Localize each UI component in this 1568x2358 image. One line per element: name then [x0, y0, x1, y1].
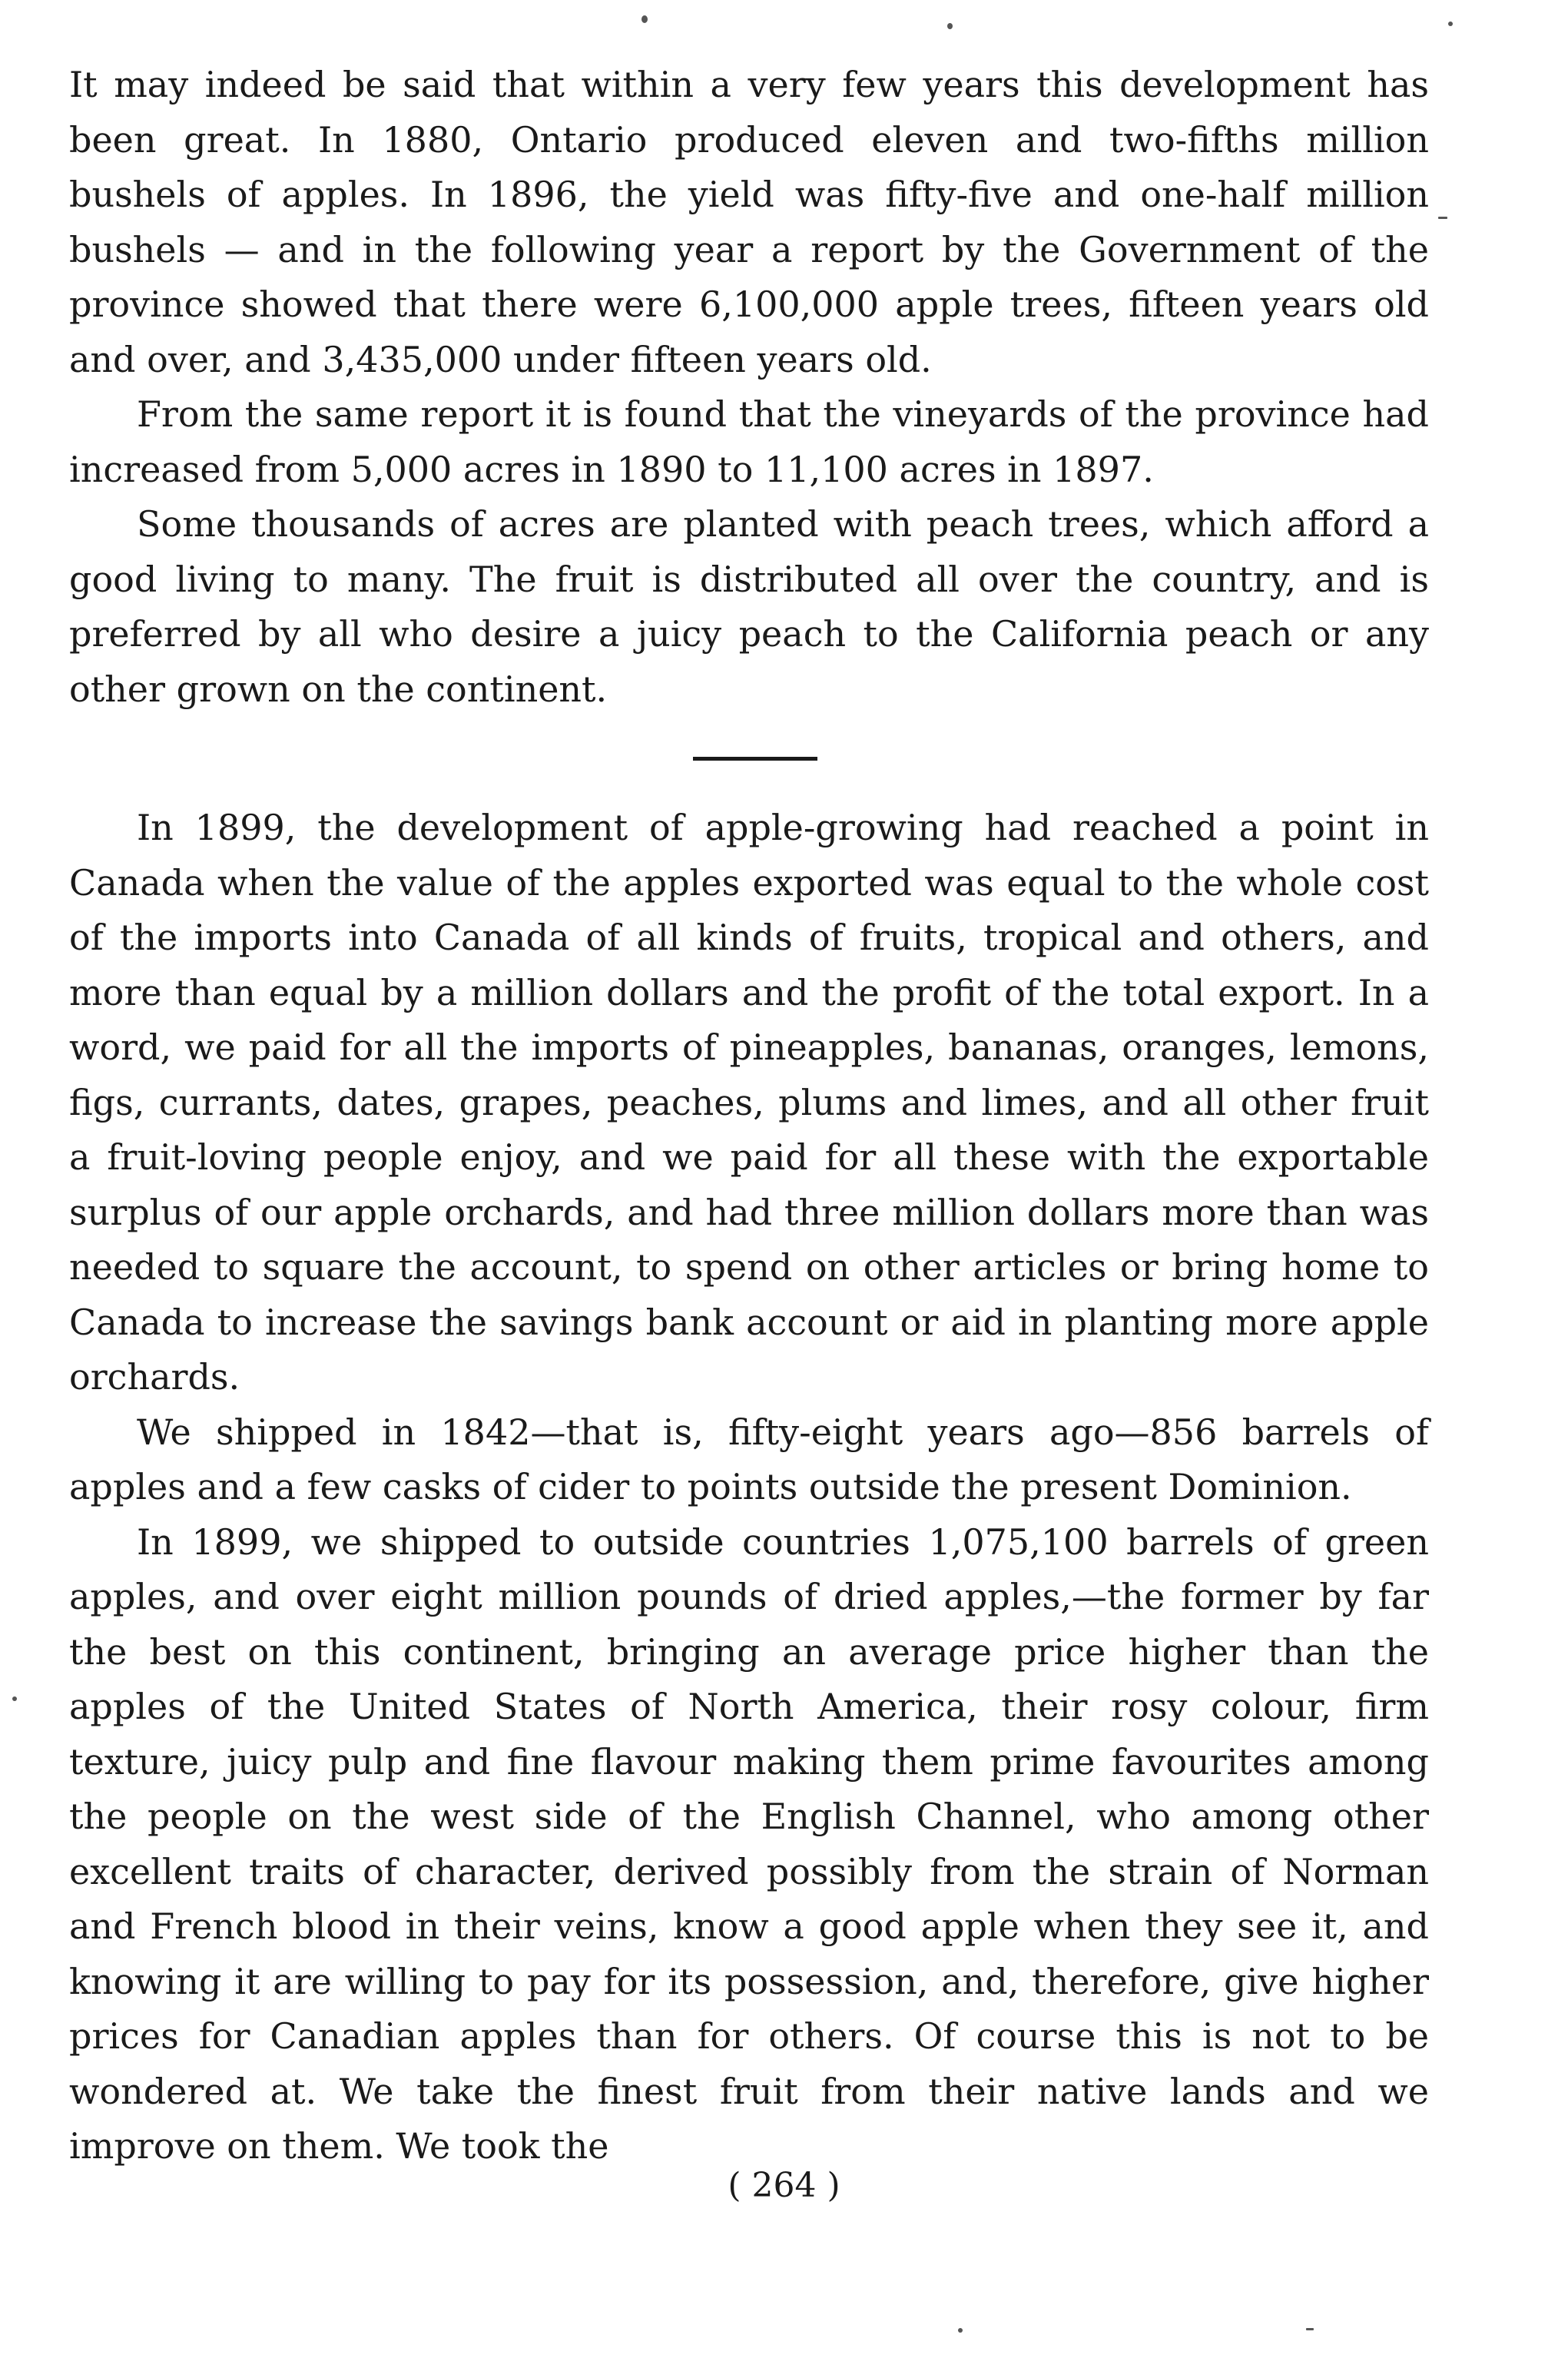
- paragraph-vineyards: From the same report it is found that the vineyards of the province had increased from 5,000 acres in 1890 to 11,100 acres in 1897.: [69, 393, 1429, 490]
- paragraph-peach-trees: Some thousands of acres are planted with peach trees, which afford a good living to many. The fruit is distributed all over the country, and is preferred by all who desire a juicy peach to the California peach or any other grown on the continent.: [69, 503, 1429, 710]
- scan-speck: [958, 2328, 963, 2333]
- paragraph-shipments-1842: We shipped in 1842—that is, fifty-eight years ago—856 barrels of apples and a few casks of cider to points outside the present Dominion.: [69, 1411, 1429, 1507]
- text-block-before-rule: [69, 58, 1429, 717]
- text-block-after-rule: [69, 801, 1429, 2174]
- scan-speck: [641, 15, 648, 23]
- paragraph-shipments-1899: In 1899, we shipped to outside countries 1,075,100 barrels of green apples, and over eight million pounds of dried apples,—the former by far the best on this continent, bringing an average price higher than the apples of the United States of North America, their rosy colour, firm texture, juicy pulp and fine flavour making them prime favourites among the people on the west side of the English Channel, who among other excellent traits of character, derived possibly from the strain of Norman and French blood in their veins, know a good apple when they see it, and knowing it are willing to pay for its possession, and, therefore, give higher prices for Canadian apples than for others. Of course this is not to be wondered at. We take the finest fruit from their native lands and we improve on them. We took the: [69, 1521, 1429, 2167]
- scan-speck: [1448, 22, 1453, 26]
- paragraph-apple-development: It may indeed be said that within a very few years this development has been great. In 1880, Ontario produced eleven and two-fifths million bushels of apples. In 1896, the yield was fifty-five and one-half million bushels — and in the following year a report by the Government of the province showed that there were 6,100,000 apple trees, fifteen years old and over, and 3,435,000 under fifteen years old.: [69, 64, 1429, 380]
- scan-speck: [1306, 2328, 1314, 2330]
- scan-speck: [12, 1696, 17, 1701]
- section-divider-rule: [693, 757, 817, 761]
- scan-speck: [1438, 217, 1447, 219]
- scan-speck: [947, 23, 953, 29]
- paragraph-apple-exports-1899: In 1899, the development of apple-growing had reached a point in Canada when the value of the apples exported was equal to the whole cost of the imports into Canada of all kinds of fruits, tropical and others, and more than equal by a million dollars and the profit of the total export. In a word, we paid for all the imports of pineapples, bananas, oranges, lemons, figs, currants, dates, grapes, peaches, plums and limes, and all other fruit a fruit-loving people enjoy, and we paid for all these with the exportable surplus of our apple orchards, and had three million dollars more than was needed to square the account, to spend on other articles or bring home to Canada to increase the savings bank account or aid in planting more apple orchards.: [69, 807, 1429, 1398]
- page-number: ( 264 ): [728, 2166, 840, 2205]
